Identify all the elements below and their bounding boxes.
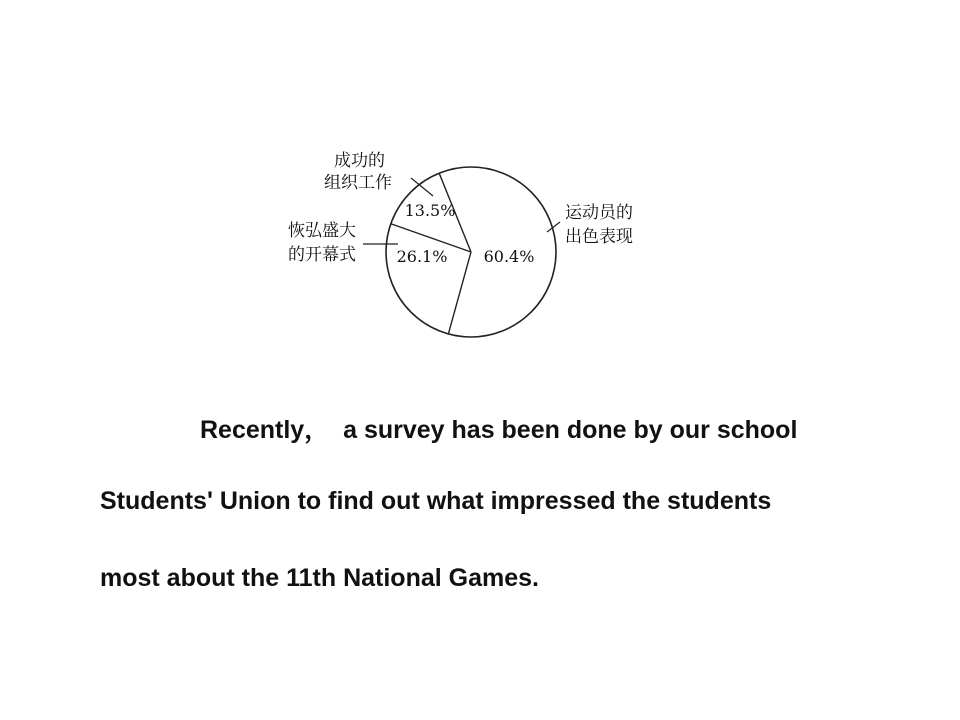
pie-value-label-2: 26.1% <box>396 247 448 266</box>
pie-category-label-3-line-2: 组织工作 <box>324 173 392 193</box>
pie-category-label-2-line-1: 恢弘盛大 <box>288 221 356 241</box>
pie-value-label-3: 13.5% <box>404 201 456 220</box>
paragraph-line-1: Recently， a survey has been done by our school <box>200 416 798 444</box>
pie-category-label-2-line-2: 的开幕式 <box>288 245 356 265</box>
paragraph-line-3: most about the 11th National Games. <box>100 564 539 592</box>
pie-category-label-3-line-1: 成功的 <box>334 151 385 171</box>
pie-value-label-1: 60.4% <box>483 247 535 266</box>
pie-category-label-1-line-1: 运动员的 <box>565 203 633 223</box>
paragraph-line-2: Students' Union to find out what impressed the students <box>100 487 772 515</box>
pie-category-label-1-line-2: 出色表现 <box>565 227 633 247</box>
